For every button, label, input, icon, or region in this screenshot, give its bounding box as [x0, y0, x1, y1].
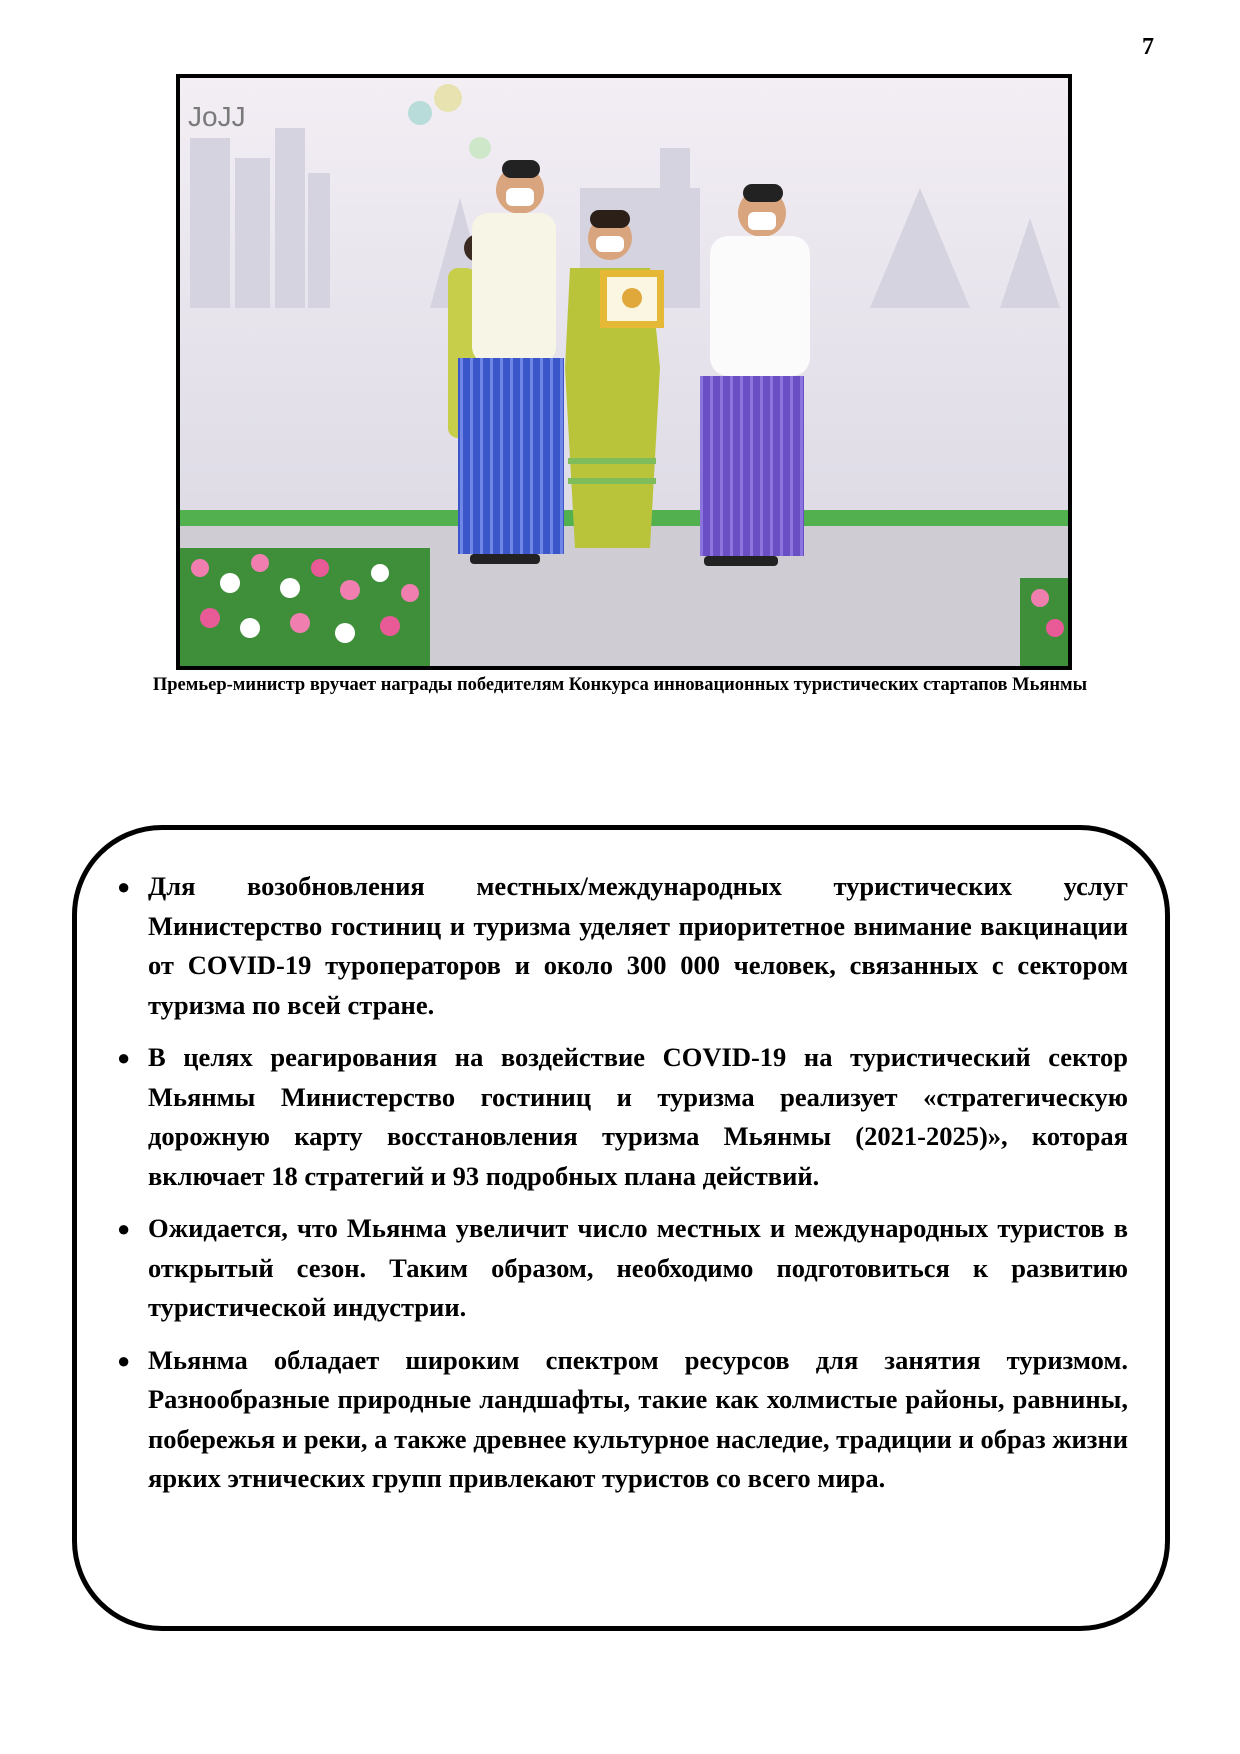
- list-item-text: Мьянма обладает широким спектром ресурсов для занятия туризмом. Разнообразные природные ландшафты, такие как холмистые районы, равнины, побережья и реки, а также древнее культурное наследие, традиции и образ жизни ярких этнических групп привлекают туристов со всего мира.: [148, 1344, 1128, 1493]
- bullet-icon: ●: [117, 1347, 131, 1373]
- list-item-text: В целях реагирования на воздействие COVID-19 на туристический сектор Мьянмы Министерство гостиниц и туризма реализует «стратегическую дорожную карту восстановления туризма Мьянмы (2021-2025)», которая включает 18 стратегий и 93 подробных плана действий.: [148, 1042, 1128, 1191]
- list-item-text: Для возобновления местных/международных туристических услуг Министерство гостиниц и туризма уделяет приоритетное внимание вакцинации от COVID-19 туроператоров и около 300 000 человек, связанных с сектором туризма по всей стране.: [148, 871, 1128, 1020]
- award-ceremony-photo: [176, 74, 1072, 670]
- list-item: [117, 867, 1128, 1025]
- list-item-text: Ожидается, что Мьянма увеличит число местных и международных туристов в открытый сезон. Таким образом, необходимо подготовиться к развитию туристической индустрии.: [148, 1213, 1128, 1322]
- list-item: [117, 1038, 1128, 1196]
- list-item: [117, 1341, 1128, 1499]
- event-logo: JoJJ: [188, 101, 246, 132]
- photo-caption: Премьер-министр вручает награды победителям Конкурса инновационных туристических стартапов Мьянмы: [152, 675, 1088, 695]
- bullet-icon: ●: [117, 1045, 131, 1070]
- bullet-icon: ●: [117, 874, 131, 899]
- list-item: [117, 1209, 1128, 1328]
- info-bullet-list: [117, 867, 1128, 1512]
- bullet-icon: ●: [117, 1216, 131, 1241]
- page-number: 7: [1142, 34, 1154, 60]
